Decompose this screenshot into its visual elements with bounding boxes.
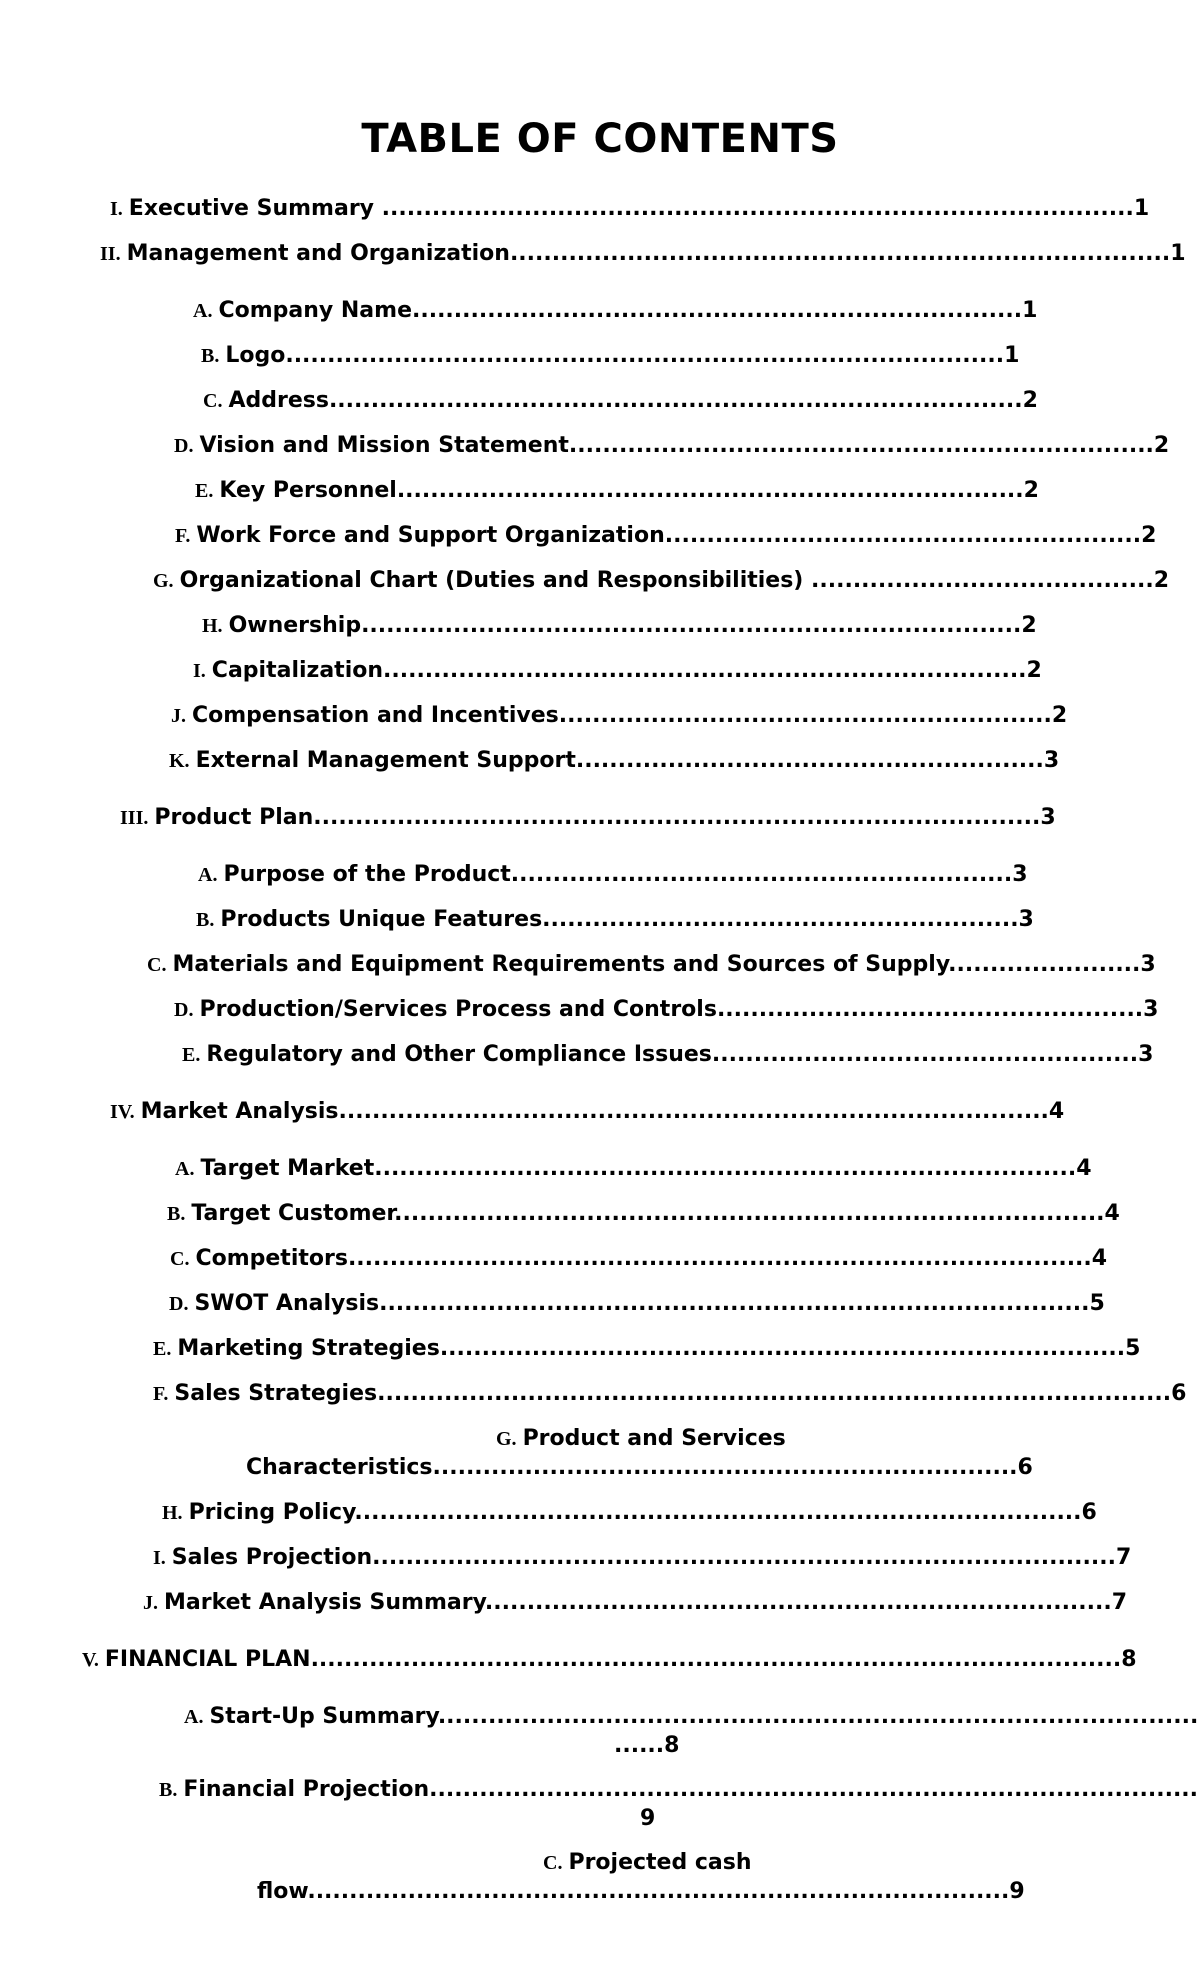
toc-entry-text: Sales Strategies (174, 1381, 378, 1406)
toc-leader-dots: ......................................................... (664, 523, 1142, 548)
toc-entry-text: Regulatory and Other Compliance Issues (206, 1042, 712, 1067)
toc-page-number: 2 (1022, 388, 1038, 413)
toc-marker: K. (169, 750, 190, 772)
toc-entry-wrapped-first-line[interactable] (543, 1848, 752, 1878)
toc-marker: A. (175, 1158, 195, 1180)
toc-page-number: 4 (1104, 1201, 1120, 1226)
toc-marker: II. (100, 243, 121, 265)
toc-entry-text: Financial Projection (183, 1777, 430, 1802)
toc-entry-text: Key Personnel (219, 478, 397, 503)
page-title: TABLE OF CONTENTS (361, 116, 839, 162)
toc-entry-text: Market Analysis Summary (164, 1590, 485, 1615)
toc-marker: D. (169, 1293, 189, 1315)
toc-marker: A. (193, 300, 213, 322)
toc-leader-dots: ................................................... (711, 1042, 1139, 1067)
toc-entry[interactable] (193, 296, 1037, 326)
toc-entry-text: Production/Services Process and Controls (199, 997, 717, 1022)
toc-page-number: 6 (1081, 1500, 1097, 1525)
toc-page-number: ..4 (1059, 1156, 1092, 1181)
toc-entry[interactable] (174, 995, 1158, 1025)
toc-entry-wrapped-first-line[interactable] (159, 1775, 1198, 1805)
toc-page-number: 4 (1048, 1099, 1065, 1124)
toc-marker: F. (175, 525, 191, 547)
toc-page-number: 5 (1125, 1336, 1141, 1361)
toc-marker: C. (147, 954, 167, 976)
toc-page-number: 6 (1017, 1455, 1033, 1480)
toc-entry-text: Company Name (218, 298, 412, 323)
toc-page-number: 2 (1153, 433, 1170, 458)
toc-leader-dots: ........................................................ (575, 748, 1044, 773)
toc-leader-dots: ................................................... (716, 997, 1144, 1022)
toc-marker: I. (193, 660, 206, 682)
toc-marker: V. (82, 1649, 99, 1671)
toc-entry[interactable] (201, 341, 1019, 371)
toc-leader-dots: ....................................................................................... (354, 1500, 1082, 1525)
toc-entry-text: Start-Up Summary (209, 1704, 438, 1729)
toc-page-number: 7 (1115, 1545, 1132, 1570)
toc-page-number: 2 (1026, 658, 1042, 683)
toc-marker: E. (182, 1044, 201, 1066)
toc-marker: B. (167, 1203, 186, 1225)
toc-page-number: 3 (1138, 1042, 1154, 1067)
toc-entry[interactable] (195, 476, 1039, 506)
toc-page-number: 4 (1091, 1246, 1108, 1271)
toc-leader-dots: ...................................................................... (432, 1455, 1018, 1480)
toc-entry[interactable] (100, 239, 1186, 269)
toc-entry-text: Compensation and Incentives (192, 703, 559, 728)
toc-page-number: 3 (1040, 805, 1056, 830)
toc-entry[interactable] (196, 905, 1034, 935)
toc-marker: G. (153, 570, 174, 592)
toc-entry-text: Market Analysis (140, 1099, 339, 1124)
toc-entry[interactable] (82, 1645, 1137, 1675)
toc-leader-dots: ............................................................................... (361, 613, 1022, 638)
toc-entry[interactable] (198, 860, 1028, 890)
toc-entry-wrapped-first-line[interactable] (184, 1702, 1198, 1732)
toc-marker: F. (153, 1383, 169, 1405)
toc-marker: C. (170, 1248, 190, 1270)
toc-marker: B. (196, 909, 215, 931)
toc-entry-text: Executive Summary (128, 196, 375, 221)
toc-marker: A. (184, 1706, 204, 1728)
toc-leader-dots: ............................................................................. (383, 658, 1027, 683)
toc-page-number: 2 (1023, 478, 1039, 503)
toc-leader-dots: ..................................................................................... (379, 1291, 1090, 1316)
toc-page-number: 3 (1143, 997, 1159, 1022)
toc-entry-text: Pricing Policy (188, 1500, 355, 1525)
toc-entry[interactable] (110, 194, 1149, 224)
toc-page-number: 9 (1009, 1879, 1025, 1904)
toc-entry-text-continued: Characteristics (246, 1455, 433, 1480)
toc-entry-wrapped-second-line[interactable] (246, 1453, 1033, 1482)
toc-entry-text: Competitors (195, 1246, 348, 1271)
toc-entry-text: Capitalization (211, 658, 384, 683)
toc-marker: B. (201, 345, 220, 367)
toc-page-number: 9 (640, 1806, 656, 1831)
toc-marker: A. (198, 864, 218, 886)
toc-leader-dots: ............................................................................................ (429, 1777, 1199, 1802)
toc-page-number: ..1 (987, 343, 1020, 368)
toc-marker: D. (174, 435, 194, 457)
toc-entry-text: Organizational Chart (Duties and Responsibilities) (179, 568, 804, 593)
toc-marker: J. (171, 705, 186, 727)
toc-entry-wrapped-first-line[interactable] (496, 1424, 786, 1454)
toc-entry-text: Sales Projection (171, 1545, 373, 1570)
toc-marker: D. (174, 999, 194, 1021)
toc-entry[interactable] (175, 521, 1156, 551)
toc-page-number: 5 (1089, 1291, 1105, 1316)
toc-leader-dots: ....................... (948, 952, 1141, 977)
toc-entry[interactable] (110, 1097, 1064, 1127)
toc-entry-text: Marketing Strategies (177, 1336, 440, 1361)
toc-entry[interactable] (153, 1543, 1131, 1573)
toc-entry-wrapped-second-line[interactable] (640, 1804, 655, 1833)
toc-entry[interactable] (147, 950, 1156, 980)
toc-marker: H. (162, 1502, 183, 1524)
toc-entry[interactable] (174, 431, 1169, 461)
toc-page-number: 3 (1140, 952, 1156, 977)
toc-marker: III. (120, 807, 149, 829)
toc-entry-text: FINANCIAL PLAN (104, 1647, 311, 1672)
toc-entry-text: SWOT Analysis (194, 1291, 380, 1316)
toc-page-number: 3 (1018, 907, 1034, 932)
toc-entry[interactable] (182, 1040, 1153, 1070)
toc-marker: E. (195, 480, 214, 502)
toc-leader-dots: ......................................... (803, 568, 1154, 593)
toc-entry[interactable] (175, 1154, 1092, 1184)
toc-page-number: 7 (1111, 1590, 1128, 1615)
toc-leader-dots: ................................................................................................. (310, 1647, 1122, 1672)
toc-entry-text: Products Unique Features (220, 907, 543, 932)
toc-marker: H. (202, 615, 223, 637)
toc-entry-text: Work Force and Support Organization (196, 523, 665, 548)
toc-marker: C. (203, 390, 223, 412)
toc-entry[interactable] (170, 1244, 1107, 1274)
toc-leader-dots: ................................................................................... (328, 388, 1023, 413)
toc-entry[interactable] (203, 386, 1038, 416)
toc-page-number: 3 (1043, 748, 1060, 773)
toc-entry[interactable] (162, 1498, 1097, 1528)
toc-leader-dots: .................................................................................. (439, 1336, 1126, 1361)
toc-entry-text: Management and Organization (126, 241, 510, 266)
toc-page-number: 2 (1141, 523, 1157, 548)
toc-leader-dots: ...................................................................... (568, 433, 1154, 458)
toc-leader-dots: .......................................................................................... (374, 196, 1134, 221)
toc-entry-text: Vision and Mission Statement (199, 433, 569, 458)
toc-marker: I. (110, 198, 123, 220)
toc-leader-dots: .................................................................................. (374, 1156, 1060, 1181)
toc-entry-text: Ownership (228, 613, 362, 638)
toc-leader-dots: ..................................................................................... (394, 1201, 1105, 1226)
toc-page-number: 3 (1012, 862, 1028, 887)
toc-leader-dots: .................................................................................... (307, 1879, 1010, 1904)
toc-entry-wrapped-second-line[interactable] (614, 1731, 679, 1760)
toc-leader-dots: ..................................................................................... (338, 1099, 1049, 1124)
toc-page-number: ......8 (614, 1733, 680, 1758)
toc-marker: IV. (110, 1101, 135, 1123)
toc-entry[interactable] (153, 566, 1169, 596)
toc-leader-dots: ......................................................................................... (372, 1545, 1116, 1570)
toc-entry[interactable] (169, 1289, 1105, 1319)
toc-entry[interactable] (193, 656, 1042, 686)
toc-marker: G. (496, 1428, 517, 1450)
toc-entry-text: Product Plan (154, 805, 314, 830)
toc-entry[interactable] (169, 746, 1059, 776)
toc-page-number: 2 (1021, 613, 1037, 638)
toc-entry-text: Product and Services (522, 1426, 786, 1451)
toc-leader-dots: ......................................................................... (412, 298, 1023, 323)
toc-page-number: 1 (1170, 241, 1186, 266)
toc-entry[interactable] (202, 611, 1037, 641)
toc-entry-text: Purpose of the Product (223, 862, 511, 887)
toc-page-number: 1 (1133, 196, 1150, 221)
toc-entry[interactable] (171, 701, 1067, 731)
toc-marker: E. (153, 1338, 172, 1360)
toc-page-number: 6 (1171, 1381, 1187, 1406)
toc-entry-text-continued: flow (257, 1879, 308, 1904)
toc-leader-dots: ............................................................ (510, 862, 1013, 887)
toc-entry-wrapped-second-line[interactable] (257, 1877, 1025, 1906)
toc-page-number: 2 (1051, 703, 1068, 728)
toc-entry-text: Projected cash (568, 1850, 752, 1875)
toc-leader-dots: ........................................................... (558, 703, 1052, 728)
toc-leader-dots: ....................................................................................... (313, 805, 1041, 830)
toc-entry[interactable] (143, 1588, 1127, 1618)
toc-entry-text: Logo (225, 343, 286, 368)
toc-page-number: 2 (1153, 568, 1170, 593)
toc-leader-dots: ............................................................................................... (377, 1381, 1172, 1406)
toc-leader-dots: ........................................................................................... (437, 1704, 1199, 1729)
toc-entry-text: Target Market (200, 1156, 375, 1181)
toc-entry[interactable] (167, 1199, 1120, 1229)
toc-leader-dots: ......................................................... (542, 907, 1019, 932)
toc-entry[interactable] (120, 803, 1056, 833)
toc-marker: J. (143, 1592, 158, 1614)
toc-page-number: 8 (1121, 1647, 1137, 1672)
toc-entry-text: Target Customer (191, 1201, 395, 1226)
toc-marker: B. (159, 1779, 178, 1801)
toc-leader-dots: ........................................................................... (396, 478, 1024, 503)
toc-entry-text: External Management Support (195, 748, 576, 773)
toc-entry[interactable] (153, 1379, 1186, 1409)
toc-marker: C. (543, 1852, 563, 1874)
toc-entry-text: Address (228, 388, 329, 413)
toc-leader-dots: ........................................................................... (484, 1590, 1112, 1615)
toc-entry[interactable] (153, 1334, 1140, 1364)
toc-entry-text: Materials and Equipment Requirements and Sources of Supply (172, 952, 949, 977)
toc-page-number: 1 (1022, 298, 1038, 323)
toc-leader-dots: .................................................................................... (285, 343, 988, 368)
toc-marker: I. (153, 1547, 166, 1569)
toc-leader-dots: ............................................................................... (509, 241, 1171, 266)
toc-leader-dots: ......................................................................................... (347, 1246, 1092, 1271)
